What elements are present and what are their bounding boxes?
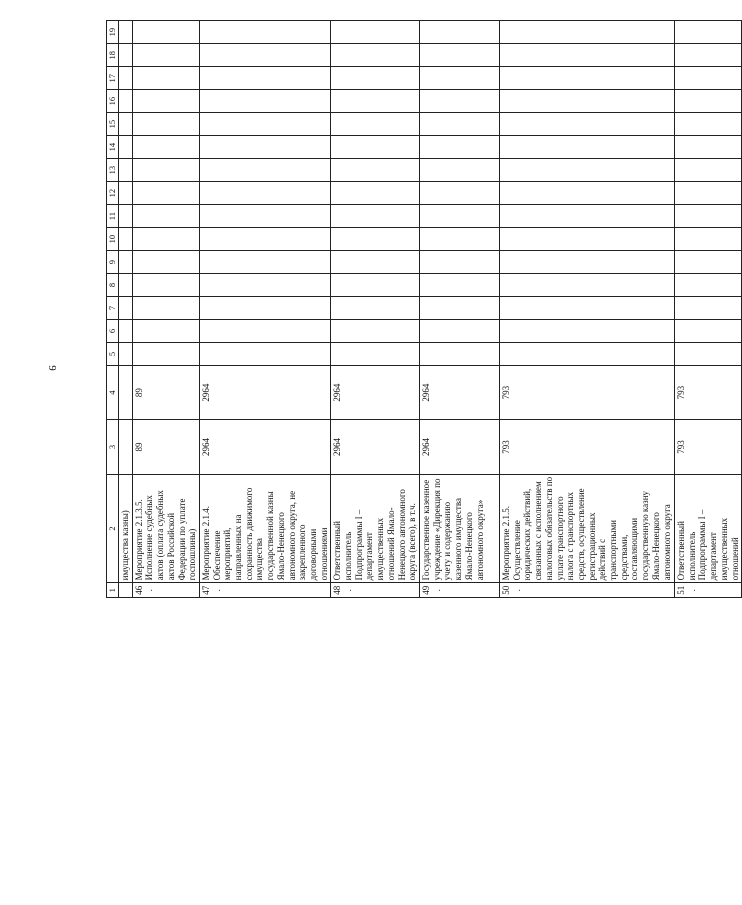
empty-cell bbox=[331, 21, 420, 44]
empty-cell bbox=[419, 113, 499, 136]
empty-cell bbox=[499, 159, 674, 182]
empty-cell bbox=[419, 274, 499, 297]
value-col-4: 2964 bbox=[199, 365, 330, 419]
empty-cell bbox=[331, 136, 420, 159]
empty-cell bbox=[419, 67, 499, 90]
column-number: 1 bbox=[107, 583, 119, 598]
empty-cell bbox=[199, 44, 330, 67]
empty-cell bbox=[499, 21, 674, 44]
table-body bbox=[107, 21, 742, 598]
row-number: 47. bbox=[199, 583, 330, 598]
column-number: 10 bbox=[107, 228, 119, 251]
empty-cell bbox=[674, 297, 741, 320]
column-number: 16 bbox=[107, 90, 119, 113]
row-number: 49. bbox=[419, 583, 499, 598]
empty-cell bbox=[499, 320, 674, 343]
value-col-4: 89 bbox=[132, 365, 199, 419]
empty-cell bbox=[132, 182, 199, 205]
row-number: 48. bbox=[331, 583, 420, 598]
empty-cell bbox=[419, 297, 499, 320]
empty-cell bbox=[132, 274, 199, 297]
empty-cell bbox=[132, 228, 199, 251]
table-row bbox=[132, 21, 199, 598]
empty-cell bbox=[499, 274, 674, 297]
empty-cell bbox=[499, 228, 674, 251]
column-number: 5 bbox=[107, 343, 119, 366]
empty-cell bbox=[674, 205, 741, 228]
column-number: 15 bbox=[107, 113, 119, 136]
empty-cell bbox=[674, 113, 741, 136]
empty-cell bbox=[199, 67, 330, 90]
empty-cell bbox=[674, 136, 741, 159]
empty-cell bbox=[199, 90, 330, 113]
value-col-3: 2964 bbox=[331, 420, 420, 474]
empty-cell bbox=[331, 343, 420, 366]
empty-cell bbox=[499, 90, 674, 113]
column-number: 13 bbox=[107, 159, 119, 182]
empty-cell bbox=[132, 159, 199, 182]
empty-cell bbox=[331, 44, 420, 67]
row-title: Мероприятие 2.1.4. Обеспечение мероприятий, направленных на сохранность движимого имущества государственной казны Ямало-Ненецкого автономного округа, не закрепленного договорными отношениями bbox=[199, 474, 330, 583]
empty-cell bbox=[331, 205, 420, 228]
empty-cell bbox=[132, 297, 199, 320]
empty-cell bbox=[419, 136, 499, 159]
empty-cell bbox=[674, 67, 741, 90]
row-title: Мероприятие 2.1.5. Осуществление юридических действий, связанных с исполнением налоговых обязательств по уплате транспортного налога с транспортных средств, осуществление регистрационных действий с транспортными средствами, составляющими государственную казну Ямало-Ненецкого автономного округа bbox=[499, 474, 674, 583]
empty-cell bbox=[419, 21, 499, 44]
continuation-text: имущества казны) bbox=[119, 474, 133, 583]
empty-cell bbox=[331, 67, 420, 90]
value-col-4: 2964 bbox=[419, 365, 499, 419]
empty-cell bbox=[674, 159, 741, 182]
empty-cell bbox=[132, 67, 199, 90]
value-col-4: 793 bbox=[674, 365, 741, 419]
empty-cell bbox=[499, 205, 674, 228]
column-number: 14 bbox=[107, 136, 119, 159]
row-title: Государственное казенное учреждение «Дирекция по учету и содержанию казенного имущества Ямало-Ненецкого автономного округа» bbox=[419, 474, 499, 583]
column-number: 7 bbox=[107, 297, 119, 320]
row-title: Ответственный исполнитель Подпрограммы I – департамент имущественных отношений bbox=[674, 474, 741, 583]
empty-cell bbox=[132, 205, 199, 228]
column-number: 19 bbox=[107, 21, 119, 44]
continuation-row bbox=[119, 21, 133, 598]
empty-cell bbox=[199, 343, 330, 366]
empty-cell bbox=[419, 44, 499, 67]
value-col-3: 2964 bbox=[199, 420, 330, 474]
empty-cell bbox=[199, 205, 330, 228]
empty-cell bbox=[199, 274, 330, 297]
row-number: 51. bbox=[674, 583, 741, 598]
empty-cell bbox=[199, 297, 330, 320]
column-number-row bbox=[107, 21, 119, 598]
empty-cell bbox=[132, 251, 199, 274]
empty-cell bbox=[199, 159, 330, 182]
column-number: 3 bbox=[107, 420, 119, 474]
empty-cell bbox=[674, 21, 741, 44]
empty-cell bbox=[199, 251, 330, 274]
empty-cell bbox=[331, 182, 420, 205]
value-col-3: 89 bbox=[132, 420, 199, 474]
column-number: 8 bbox=[107, 274, 119, 297]
value-col-3: 2964 bbox=[419, 420, 499, 474]
empty-cell bbox=[331, 320, 420, 343]
empty-cell bbox=[199, 320, 330, 343]
empty-cell bbox=[331, 228, 420, 251]
empty-cell bbox=[132, 90, 199, 113]
empty-cell bbox=[331, 90, 420, 113]
row-number: 50. bbox=[499, 583, 674, 598]
page-number: 9 bbox=[45, 365, 58, 371]
table-row bbox=[199, 21, 330, 598]
table-row bbox=[331, 21, 420, 598]
row-title: Мероприятие 2.1.3.5. Исполнение судебных актов (оплата судебных актов Российской Федерации по уплате госпошлины) bbox=[132, 474, 199, 583]
empty-cell bbox=[419, 228, 499, 251]
empty-cell bbox=[199, 21, 330, 44]
empty-cell bbox=[132, 21, 199, 44]
empty-cell bbox=[132, 320, 199, 343]
empty-cell bbox=[199, 113, 330, 136]
empty-cell bbox=[499, 182, 674, 205]
empty-cell bbox=[132, 343, 199, 366]
empty-cell bbox=[419, 159, 499, 182]
value-col-4: 2964 bbox=[331, 365, 420, 419]
empty-cell bbox=[674, 274, 741, 297]
empty-cell bbox=[674, 44, 741, 67]
row-number: 46. bbox=[132, 583, 199, 598]
empty-cell bbox=[419, 320, 499, 343]
empty-cell bbox=[499, 136, 674, 159]
table-row bbox=[419, 21, 499, 598]
table-row bbox=[674, 21, 741, 598]
value-col-3: 793 bbox=[499, 420, 674, 474]
column-number: 9 bbox=[107, 251, 119, 274]
column-number: 4 bbox=[107, 365, 119, 419]
empty-cell bbox=[132, 44, 199, 67]
empty-cell bbox=[419, 251, 499, 274]
column-number: 12 bbox=[107, 182, 119, 205]
empty-cell bbox=[132, 136, 199, 159]
empty-cell bbox=[199, 136, 330, 159]
value-col-3: 793 bbox=[674, 420, 741, 474]
column-number: 17 bbox=[107, 67, 119, 90]
empty-cell bbox=[419, 90, 499, 113]
column-number: 6 bbox=[107, 320, 119, 343]
empty-cell bbox=[331, 274, 420, 297]
rotated-table-container bbox=[106, 20, 740, 598]
empty-cell bbox=[674, 343, 741, 366]
program-table bbox=[106, 20, 742, 598]
empty-cell bbox=[331, 113, 420, 136]
empty-cell bbox=[419, 343, 499, 366]
empty-cell bbox=[499, 251, 674, 274]
empty-cell bbox=[331, 159, 420, 182]
empty-cell bbox=[199, 182, 330, 205]
value-col-4: 793 bbox=[499, 365, 674, 419]
empty-cell bbox=[674, 320, 741, 343]
empty-cell bbox=[674, 90, 741, 113]
column-number: 11 bbox=[107, 205, 119, 228]
empty-cell bbox=[499, 44, 674, 67]
empty-cell bbox=[499, 67, 674, 90]
empty-cell bbox=[331, 297, 420, 320]
table-cell bbox=[119, 583, 133, 598]
column-number: 18 bbox=[107, 44, 119, 67]
table-row bbox=[499, 21, 674, 598]
row-title: Ответственный исполнитель Подпрограммы I – департамент имущественных отношений Ямало-Ненецкого автономного округа (всего), в т.ч. bbox=[331, 474, 420, 583]
empty-cell bbox=[674, 182, 741, 205]
empty-cell bbox=[419, 205, 499, 228]
empty-cell bbox=[199, 228, 330, 251]
empty-cell bbox=[419, 182, 499, 205]
empty-cell bbox=[499, 343, 674, 366]
empty-cell bbox=[132, 113, 199, 136]
empty-cell bbox=[499, 113, 674, 136]
empty-cell bbox=[499, 297, 674, 320]
empty-cell bbox=[674, 228, 741, 251]
empty-cell bbox=[674, 251, 741, 274]
empty-cell bbox=[331, 251, 420, 274]
column-number: 2 bbox=[107, 474, 119, 583]
